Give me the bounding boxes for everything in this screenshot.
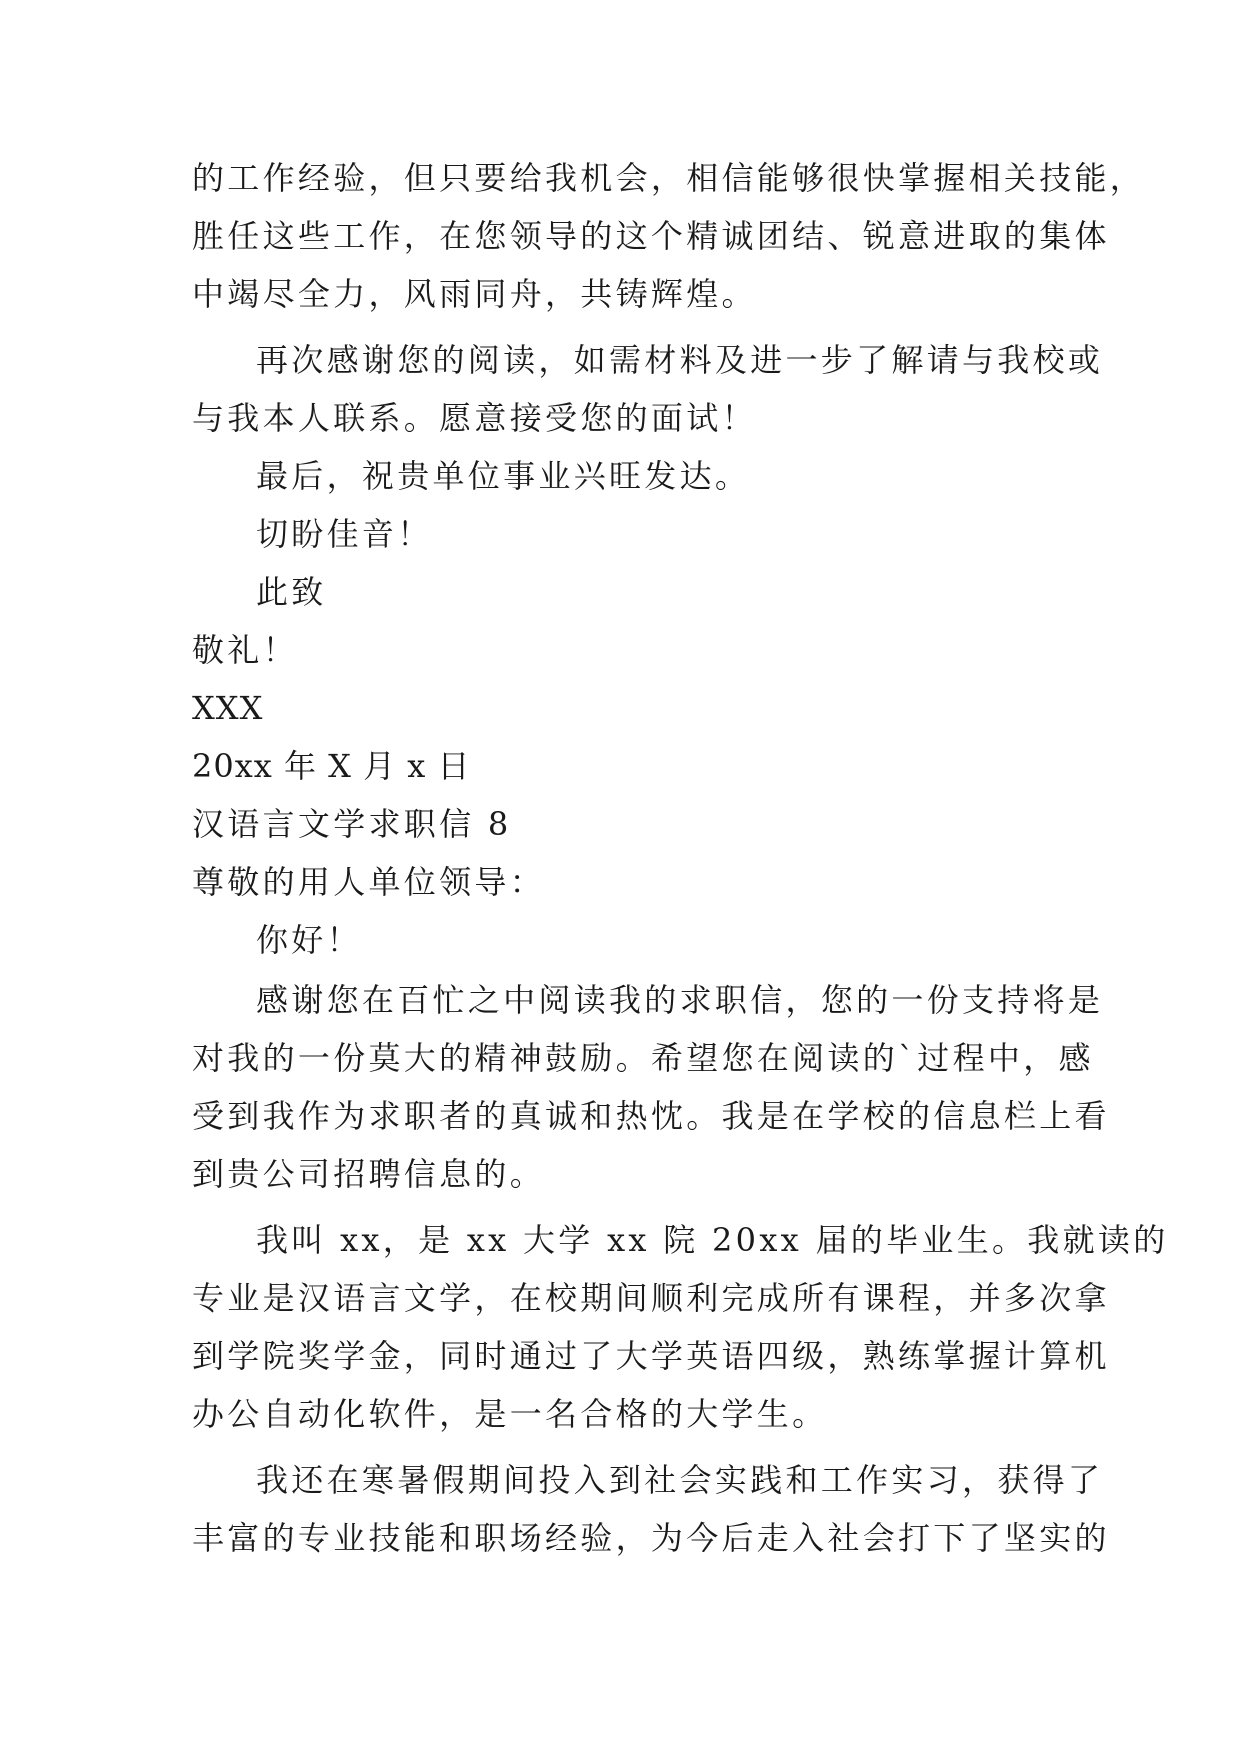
closing-line: 敬礼！ — [192, 631, 298, 669]
paragraph-line: 受到我作为求职者的真诚和热忱。我是在学校的信息栏上看 — [192, 1097, 1110, 1135]
salutation: 尊敬的用人单位领导： — [192, 863, 546, 901]
paragraph-line: 办公自动化软件，是一名合格的大学生。 — [192, 1395, 828, 1433]
paragraph-line: 与我本人联系。愿意接受您的面试！ — [192, 399, 757, 437]
paragraph-line: 我叫 xx，是 xx 大学 xx 院 20xx 届的毕业生。我就读的 — [256, 1221, 1169, 1259]
paragraph-line: 丰富的专业技能和职场经验，为今后走入社会打下了坚实的 — [192, 1519, 1110, 1557]
signature-date: 20xx 年 X 月 x 日 — [192, 747, 471, 785]
paragraph-line: 中竭尽全力，风雨同舟，共铸辉煌。 — [192, 275, 757, 313]
letter-title: 汉语言文学求职信 8 — [192, 805, 512, 843]
paragraph-line: 对我的一份莫大的精神鼓励。希望您在阅读的`过程中，感 — [192, 1039, 1094, 1077]
signature-name: XXX — [192, 689, 264, 727]
paragraph-line: 专业是汉语言文学，在校期间顺利完成所有课程，并多次拿 — [192, 1279, 1110, 1317]
greeting: 你好！ — [256, 921, 362, 959]
closing-line: 切盼佳音！ — [256, 515, 433, 553]
paragraph-line: 感谢您在百忙之中阅读我的求职信，您的一份支持将是 — [256, 981, 1104, 1019]
paragraph-line: 到贵公司招聘信息的。 — [192, 1155, 546, 1193]
paragraph-line: 胜任这些工作，在您领导的这个精诚团结、锐意进取的集体 — [192, 217, 1110, 255]
paragraph-line: 的工作经验，但只要给我机会，相信能够很快掌握相关技能， — [192, 159, 1146, 197]
closing-line: 此致 — [256, 573, 327, 611]
closing-line: 最后，祝贵单位事业兴旺发达。 — [256, 457, 751, 495]
paragraph-line: 再次感谢您的阅读，如需材料及进一步了解请与我校或 — [256, 341, 1104, 379]
paragraph-line: 我还在寒暑假期间投入到社会实践和工作实习，获得了 — [256, 1461, 1104, 1499]
paragraph-line: 到学院奖学金，同时通过了大学英语四级，熟练掌握计算机 — [192, 1337, 1110, 1375]
